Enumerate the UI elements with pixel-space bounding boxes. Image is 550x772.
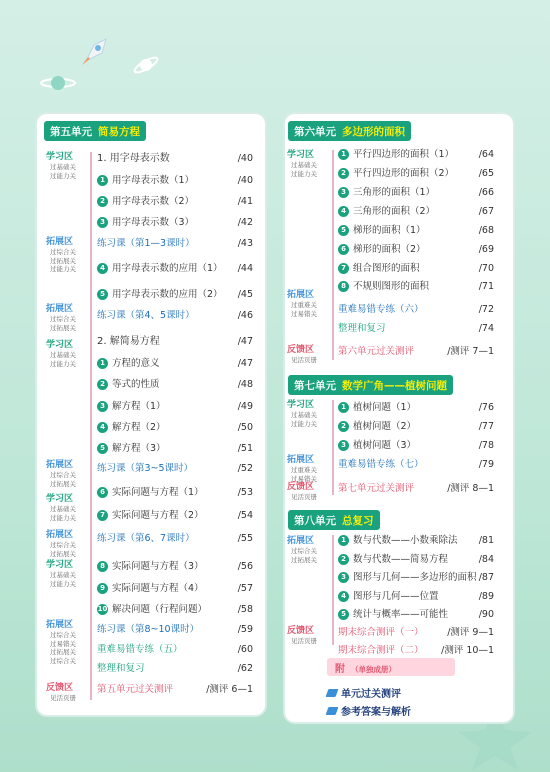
page-number: /66 [478, 187, 494, 198]
toc-entry[interactable] [97, 195, 194, 209]
lesson-number-icon: 2 [97, 379, 108, 390]
page-number: /40 [237, 175, 253, 186]
entry-title: 解方程（1） [112, 401, 166, 412]
lesson-number-icon: 3 [338, 440, 349, 451]
lesson-number-icon: 3 [97, 217, 108, 228]
zone-sublabel: 过综合关 [50, 656, 76, 665]
toc-entry[interactable] [97, 532, 195, 546]
lesson-number-icon: 3 [338, 572, 349, 583]
entry-title: 数与代数——小数乘除法 [353, 535, 458, 546]
zone-sublabel: 过综合关 [291, 547, 317, 555]
page-number: /45 [237, 289, 253, 300]
entry-title: 用字母表示数（2） [112, 196, 195, 207]
entry-title: 2. 解简易方程 [97, 336, 160, 347]
page-number: /76 [478, 402, 494, 413]
zone-sublabel: 过拓展关 [291, 555, 317, 564]
arrow-icon [326, 689, 339, 697]
toc-entry[interactable] [97, 643, 183, 657]
toc-entry[interactable] [338, 322, 386, 336]
page-number: /50 [237, 422, 253, 433]
toc-entry[interactable] [97, 603, 207, 617]
planet-icon [132, 48, 160, 82]
lesson-number-icon: 3 [97, 401, 108, 412]
page-number: /62 [237, 663, 253, 674]
lesson-number-icon: 1 [97, 175, 108, 186]
toc-entry[interactable] [338, 420, 416, 434]
lesson-number-icon: 3 [338, 187, 349, 198]
toc-entry[interactable] [97, 335, 160, 349]
page-number: /51 [237, 443, 253, 454]
page-number: /48 [237, 379, 253, 390]
toc-entry[interactable] [338, 534, 458, 548]
zone-sublabel: 见活页册 [291, 356, 317, 364]
entry-title: 等式的性质 [112, 379, 160, 390]
zone-sublabel: 过综合关 [50, 541, 76, 549]
zone-sublabel: 过拓展关 [50, 256, 76, 265]
entry-title: 实际问题与方程（2） [112, 510, 204, 521]
zone-label: 学习区 [46, 340, 74, 350]
lesson-number-icon: 1 [338, 149, 349, 160]
zone-sublabel: 过拓展关 [50, 549, 76, 558]
page-number: /71 [478, 281, 494, 292]
entry-title: 不规则图形的面积 [353, 281, 430, 292]
page-number: /测评 7—1 [447, 346, 494, 357]
page-number: /57 [237, 583, 253, 594]
toc-entry[interactable] [338, 482, 414, 496]
page-number: /90 [478, 609, 494, 620]
entry-title: 解方程（3） [112, 443, 166, 454]
page-number: /41 [237, 196, 253, 207]
entry-title: 练习课（第6、7课时） [97, 533, 195, 544]
zone-label: 拓展区 [46, 530, 74, 540]
zone-label: 反馈区 [287, 345, 315, 355]
zone-sublabel: 过基础关 [50, 163, 76, 171]
toc-entry[interactable] [97, 442, 166, 456]
entry-title: 1. 用字母表示数 [97, 153, 170, 164]
toc-entry[interactable] [97, 378, 160, 392]
zone-label: 拓展区 [46, 460, 74, 470]
toc-entry[interactable] [338, 303, 424, 317]
entry-title: 统计与概率——可能性 [353, 609, 449, 620]
page-number: /67 [478, 206, 494, 217]
lesson-number-icon: 4 [97, 263, 108, 274]
zone-sublabel: 过基础关 [50, 505, 76, 513]
toc-entry[interactable] [97, 623, 199, 637]
zone-label: 反馈区 [287, 482, 315, 492]
entry-title: 用字母表示数（1） [112, 175, 195, 186]
zone-sublabel: 过基础关 [291, 161, 317, 169]
entry-title: 植树问题（2） [353, 421, 417, 432]
toc-entry[interactable] [97, 582, 204, 596]
zone-sublabel: 见活页册 [291, 493, 317, 501]
appendix-item: 单元过关测评 [327, 685, 401, 700]
unit7-header: 第七单元 数学广角——植树问题 [288, 375, 453, 395]
entry-title: 组合图形的面积 [353, 263, 420, 274]
page-number: /65 [478, 168, 494, 179]
toc-entry[interactable] [338, 626, 424, 640]
zone-label: 反馈区 [287, 626, 315, 636]
page-number: /53 [237, 487, 253, 498]
appendix-item: 参考答案与解析 [327, 703, 411, 718]
zone-sublabel: 过能力关 [50, 171, 76, 180]
entry-title: 平行四边形的面积（2） [353, 168, 455, 179]
zone-sublabel: 过易错关 [50, 639, 76, 648]
lesson-number-icon: 1 [338, 402, 349, 413]
entry-title: 图形与几何——位置 [353, 591, 439, 602]
page-number: /56 [237, 561, 253, 572]
entry-title: 第七单元过关测评 [338, 483, 415, 494]
page-number: /40 [237, 153, 253, 164]
zone-sublabel: 过拓展关 [50, 323, 76, 332]
toc-entry[interactable] [97, 288, 223, 302]
lesson-number-icon: 4 [97, 422, 108, 433]
toc-entry[interactable] [338, 186, 435, 200]
zone-sublabel: 过能力关 [50, 359, 76, 368]
page-number: /59 [237, 624, 253, 635]
lesson-number-icon: 1 [97, 358, 108, 369]
page-number: /87 [478, 572, 494, 583]
entry-title: 重难易错专练（六） [338, 304, 424, 315]
zone-sublabel: 过能力关 [50, 265, 76, 273]
lesson-number-icon: 1 [338, 535, 349, 546]
zone-sublabel: 过重难关 [291, 466, 317, 474]
unit6-header: 第六单元 多边形的面积 [288, 121, 411, 141]
page-number: /46 [237, 310, 253, 321]
page-number: /测评 8—1 [447, 483, 494, 494]
toc-entry[interactable] [97, 486, 204, 500]
page-number: /58 [237, 604, 253, 615]
page-number: /81 [478, 535, 494, 546]
zone-sublabel: 过易错关 [291, 474, 317, 483]
toc-entry[interactable] [338, 262, 420, 276]
page-number: /42 [237, 217, 253, 228]
entry-title: 第六单元过关测评 [338, 346, 415, 357]
zone-sublabel: 见活页册 [291, 637, 317, 645]
page-number: /43 [237, 238, 253, 249]
zone-sublabel: 过能力关 [50, 579, 76, 588]
zone-sublabel: 过能力关 [291, 419, 317, 428]
lesson-number-icon: 10 [97, 605, 108, 613]
zone-label: 拓展区 [46, 237, 74, 247]
zone-sublabel: 过拓展关 [50, 648, 76, 656]
toc-entry[interactable] [97, 309, 195, 323]
toc-entry[interactable] [97, 357, 160, 371]
zone-sublabel: 过综合关 [50, 315, 76, 323]
lesson-number-icon: 5 [97, 289, 108, 300]
planet-icon [40, 72, 76, 94]
lesson-number-icon: 7 [97, 510, 108, 521]
toc-entry[interactable] [97, 400, 166, 414]
toc-entry[interactable] [338, 205, 435, 219]
toc-entry[interactable] [338, 167, 454, 181]
zone-label: 拓展区 [46, 304, 74, 314]
entry-title: 植树问题（1） [353, 402, 417, 413]
toc-entry[interactable] [97, 462, 193, 476]
zone-sublabel: 过综合关 [50, 631, 76, 639]
zone-label: 学习区 [46, 152, 74, 162]
entry-title: 梯形的面积（2） [353, 244, 426, 255]
toc-entry[interactable] [97, 262, 223, 276]
lesson-number-icon: 5 [338, 225, 349, 236]
entry-title: 练习课（第3~5课时） [97, 463, 194, 474]
entry-title: 三角形的面积（1） [353, 187, 436, 198]
toc-entry[interactable] [338, 401, 416, 415]
entry-title: 期末综合测评（二） [338, 645, 424, 656]
toc-entry[interactable] [338, 439, 416, 453]
lesson-number-icon: 2 [338, 421, 349, 432]
zone-sublabel: 过综合关 [50, 248, 76, 256]
lesson-number-icon: 4 [338, 591, 349, 602]
toc-entry[interactable] [338, 608, 448, 622]
rocket-icon [78, 35, 112, 69]
entry-title: 整理和复习 [97, 663, 145, 674]
page-number: /60 [237, 644, 253, 655]
entry-title: 图形与几何——多边形的面积 [353, 572, 477, 583]
lesson-number-icon: 5 [97, 443, 108, 454]
zone-label: 拓展区 [46, 620, 74, 630]
toc-entry[interactable] [338, 280, 429, 294]
zone-sublabel: 过能力关 [50, 513, 76, 522]
entry-title: 植树问题（3） [353, 440, 417, 451]
appendix-header: 附 （单独成册） [327, 658, 455, 676]
entry-title: 解方程（2） [112, 422, 166, 433]
zone-sublabel: 过拓展关 [50, 479, 76, 488]
page-number: /69 [478, 244, 494, 255]
page-number: /78 [478, 440, 494, 451]
page-number: /49 [237, 401, 253, 412]
toc-entry[interactable] [338, 644, 424, 658]
page-number: /70 [478, 263, 494, 274]
zone-sublabel: 过能力关 [291, 169, 317, 178]
page-number: /89 [478, 591, 494, 602]
lesson-number-icon: 9 [97, 583, 108, 594]
arrow-icon [326, 707, 339, 715]
divider [90, 152, 92, 700]
lesson-number-icon: 5 [338, 609, 349, 620]
page-number: /72 [478, 304, 494, 315]
entry-title: 练习课（第1—3课时） [97, 238, 195, 249]
entry-title: 实际问题与方程（4） [112, 583, 204, 594]
entry-title: 梯形的面积（1） [353, 225, 426, 236]
toc-entry[interactable] [97, 174, 194, 188]
lesson-number-icon: 6 [97, 487, 108, 498]
zone-sublabel: 见活页册 [50, 694, 76, 702]
zone-sublabel: 过重难关 [291, 301, 317, 309]
page-number: /测评 10—1 [441, 645, 494, 656]
entry-title: 数与代数——简易方程 [353, 554, 449, 565]
lesson-number-icon: 8 [338, 281, 349, 292]
lesson-number-icon: 2 [97, 196, 108, 207]
entry-title: 三角形的面积（2） [353, 206, 436, 217]
zone-sublabel: 过综合关 [50, 471, 76, 479]
entry-title: 实际问题与方程（1） [112, 487, 204, 498]
toc-entry[interactable] [97, 509, 204, 523]
page-number: /84 [478, 554, 494, 565]
page-number: /55 [237, 533, 253, 544]
toc-entry[interactable] [97, 421, 166, 435]
toc-entry[interactable] [338, 458, 424, 472]
zone-label: 学习区 [46, 560, 74, 570]
toc-entry[interactable] [338, 571, 477, 585]
zone-label: 学习区 [287, 400, 315, 410]
entry-title: 重难易错专练（五） [97, 644, 183, 655]
entry-title: 整理和复习 [338, 323, 386, 334]
lesson-number-icon: 2 [338, 554, 349, 565]
zone-label: 拓展区 [287, 536, 315, 546]
page-number: /68 [478, 225, 494, 236]
entry-title: 期末综合测评（一） [338, 627, 424, 638]
unit5-header [44, 121, 146, 141]
entry-title: 用字母表示数（3） [112, 217, 195, 228]
toc-entry[interactable] [97, 683, 173, 697]
lesson-number-icon: 4 [338, 206, 349, 217]
toc-entry[interactable] [338, 148, 454, 162]
page-number: /52 [237, 463, 253, 474]
entry-title: 练习课（第8~10课时） [97, 624, 200, 635]
toc-entry[interactable] [97, 560, 204, 574]
zone-label: 学习区 [46, 494, 74, 504]
zone-sublabel: 过基础关 [50, 571, 76, 579]
divider [332, 535, 334, 645]
zone-label: 拓展区 [287, 290, 315, 300]
lesson-number-icon: 2 [338, 168, 349, 179]
page-number: /74 [478, 323, 494, 334]
zone-label: 反馈区 [46, 683, 74, 693]
unit-name: 简易方程 [98, 126, 140, 138]
unit-label: 第五单元 [50, 126, 92, 138]
toc-entry[interactable] [97, 152, 170, 166]
entry-title: 解决问题（行程问题） [112, 604, 208, 615]
page-number: /64 [478, 149, 494, 160]
toc-entry[interactable] [338, 243, 426, 257]
entry-title: 重难易错专练（七） [338, 459, 424, 470]
zone-sublabel: 过易错关 [291, 309, 317, 318]
toc-entry[interactable] [338, 553, 448, 567]
lesson-number-icon: 7 [338, 263, 349, 274]
entry-title: 用字母表示数的应用（2） [112, 289, 223, 300]
toc-entry[interactable] [97, 662, 145, 676]
lesson-number-icon: 8 [97, 561, 108, 572]
page-number: /54 [237, 510, 253, 521]
page-number: /测评 9—1 [447, 627, 494, 638]
page-number: /44 [237, 263, 253, 274]
zone-label: 拓展区 [287, 455, 315, 465]
entry-title: 练习课（第4、5课时） [97, 310, 195, 321]
toc-entry[interactable] [338, 224, 426, 238]
entry-title: 平行四边形的面积（1） [353, 149, 455, 160]
page-number: /77 [478, 421, 494, 432]
entry-title: 方程的意义 [112, 358, 160, 369]
toc-entry[interactable] [97, 237, 195, 251]
zone-label: 学习区 [287, 150, 315, 160]
page-number: /47 [237, 358, 253, 369]
page-number: /79 [478, 459, 494, 470]
entry-title: 第五单元过关测评 [97, 684, 174, 695]
entry-title: 用字母表示数的应用（1） [112, 263, 223, 274]
page-number: /47 [237, 336, 253, 347]
divider [332, 150, 334, 360]
toc-entry[interactable] [338, 590, 439, 604]
entry-title: 实际问题与方程（3） [112, 561, 204, 572]
unit8-header: 第八单元 总复习 [288, 510, 380, 530]
page-number: /测评 6—1 [206, 684, 253, 695]
toc-entry[interactable] [97, 216, 194, 230]
zone-sublabel: 过基础关 [291, 411, 317, 419]
divider [332, 400, 334, 495]
zone-sublabel: 过基础关 [50, 351, 76, 359]
toc-entry[interactable] [338, 345, 414, 359]
lesson-number-icon: 6 [338, 244, 349, 255]
